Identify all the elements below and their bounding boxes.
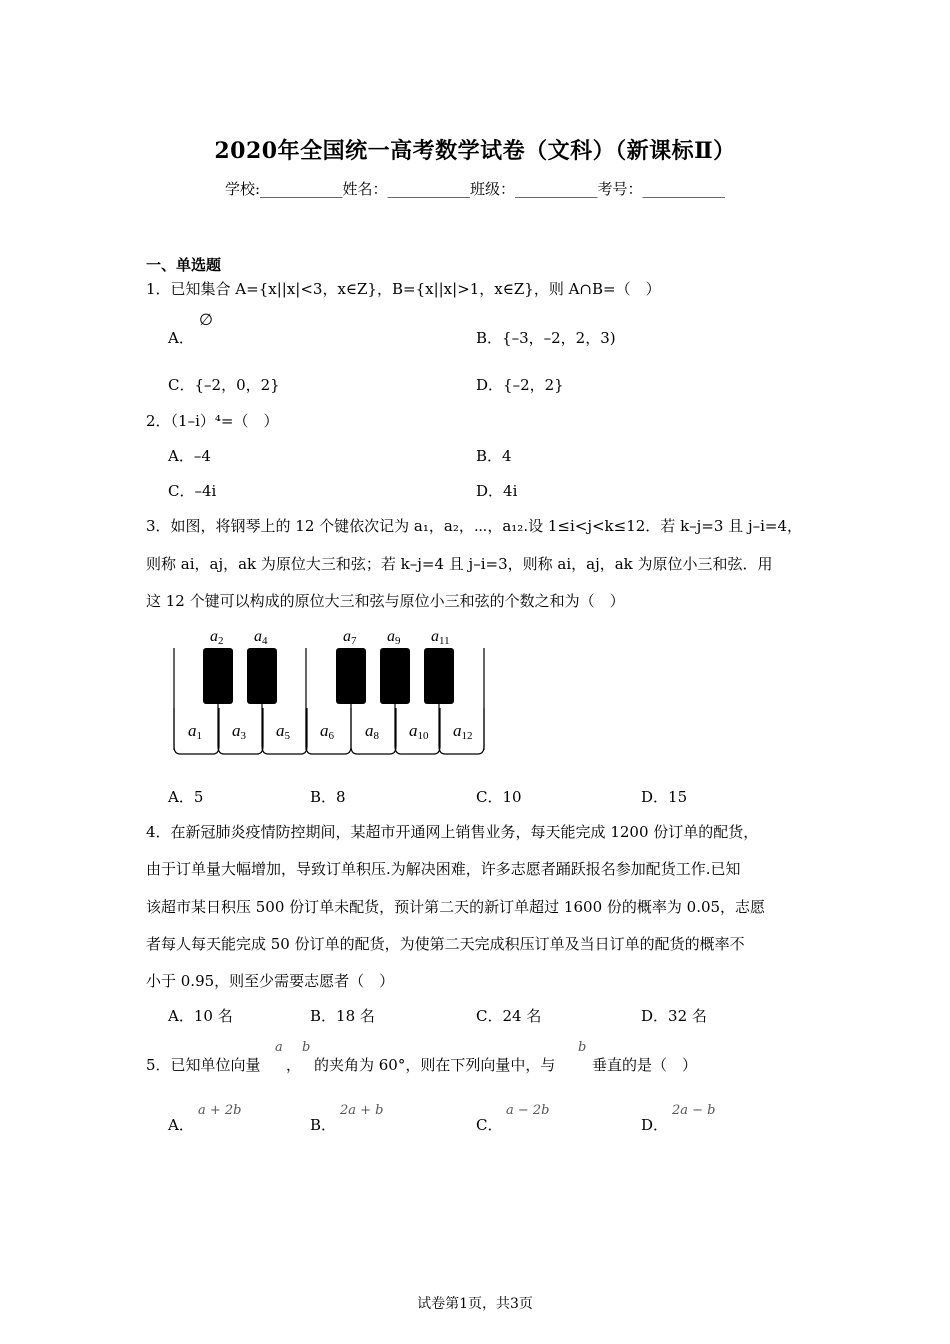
q1-option-d: D．{–2，2} xyxy=(476,376,564,394)
q4-option-d: D．32 名 xyxy=(641,1007,707,1025)
white-key-label: a6 xyxy=(320,721,334,742)
vector-b-symbol: b xyxy=(302,1040,311,1055)
white-key-label: a10 xyxy=(409,721,429,742)
question-3-line-2: 则称 ai，aj，ak 为原位大三和弦；若 k–j=4 且 j–i=3，则称 ai，aj，ak 为原位小三和弦．用 xyxy=(146,555,773,573)
question-5-part-2: 的夹角为 60°，则在下列向量中，与 xyxy=(314,1056,556,1074)
question-4-line-2: 由于订单量大幅增加，导致订单积压.为解决困难，许多志愿者踊跃报名参加配货工作.已知 xyxy=(146,860,741,878)
black-key-label: a4 xyxy=(254,628,268,647)
question-5-part-3: 垂直的是（ ） xyxy=(592,1056,698,1074)
vector-a-symbol: a xyxy=(275,1040,283,1055)
section-heading: 一、单选题 xyxy=(146,256,222,274)
question-4-line-4: 者每人每天能完成 50 份订单的配货，为使第二天完成积压订单及当日订单的配货的概率不 xyxy=(146,935,745,953)
question-4-line-1: 4．在新冠肺炎疫情防控期间，某超市开通网上销售业务，每天能完成 1200 份订单的配货， xyxy=(146,823,759,841)
q1-option-a-empty-set: ∅ xyxy=(199,310,213,329)
black-key-label: a7 xyxy=(343,628,357,647)
question-2-stem: 2．（1–i）⁴=（ ） xyxy=(146,412,279,430)
q5-option-d-expr: 2a − b xyxy=(672,1103,716,1118)
q3-option-a: A．5 xyxy=(168,788,204,806)
q1-option-a-label: A． xyxy=(168,329,194,347)
q2-option-d: D．4i xyxy=(476,482,518,500)
black-key xyxy=(424,648,454,704)
q1-option-b: B．{–3，–2，2，3) xyxy=(476,329,616,347)
question-5-separator: ， xyxy=(286,1056,302,1074)
q4-option-c: C．24 名 xyxy=(476,1007,542,1025)
question-3-line-1: 3．如图，将钢琴上的 12 个键依次记为 a₁，a₂，⋯，a₁₂.设 1≤i<j<k≤12．若 k–j=3 且 j–i=4， xyxy=(146,517,803,535)
black-key xyxy=(203,648,233,704)
q2-option-b: B．4 xyxy=(476,447,512,465)
q5-option-b-label: B． xyxy=(310,1116,337,1134)
q4-option-b: B．18 名 xyxy=(310,1007,375,1025)
question-4-line-5: 小于 0.95，则至少需要志愿者（ ） xyxy=(146,972,395,990)
question-1-stem: 1．已知集合 A={x||x|<3，x∈Z}，B={x||x|>1，x∈Z}，则 A∩B=（ ） xyxy=(146,280,661,298)
q3-option-b: B．8 xyxy=(310,788,346,806)
q5-option-d-label: D． xyxy=(641,1116,669,1134)
white-key-label: a12 xyxy=(453,721,473,742)
student-info-line: 学校:___________姓名：___________班级：___________考号：___________ xyxy=(224,180,726,198)
q2-option-c: C．–4i xyxy=(168,482,217,500)
q5-option-c-expr: a − 2b xyxy=(506,1103,550,1118)
white-key-label: a5 xyxy=(276,721,290,742)
exam-title: 2020年全国统一高考数学试卷（文科）（新课标Ⅱ） xyxy=(214,138,736,164)
piano-keyboard-figure xyxy=(166,624,496,760)
white-key-label: a3 xyxy=(232,721,246,742)
q1-option-c: C．{–2，0，2} xyxy=(168,376,280,394)
question-4-line-3: 该超市某日积压 500 份订单未配货，预计第二天的新订单超过 1600 份的概率为 0.05，志愿 xyxy=(146,898,766,916)
q2-option-a: A．–4 xyxy=(168,447,211,465)
question-5-part-1: 5．已知单位向量 xyxy=(146,1056,261,1074)
black-key xyxy=(380,648,410,704)
q4-option-a: A．10 名 xyxy=(168,1007,233,1025)
vector-b-symbol-2: b xyxy=(578,1040,587,1055)
q3-option-d: D．15 xyxy=(641,788,688,806)
black-key-label: a11 xyxy=(431,628,450,647)
question-3-line-3: 这 12 个键可以构成的原位大三和弦与原位小三和弦的个数之和为（ ） xyxy=(146,592,625,610)
q5-option-b-expr: 2a + b xyxy=(340,1103,384,1118)
black-key xyxy=(336,648,366,704)
q5-option-a-label: A． xyxy=(168,1116,194,1134)
q3-option-c: C．10 xyxy=(476,788,522,806)
black-key-label: a2 xyxy=(210,628,224,647)
white-key-label: a8 xyxy=(365,721,379,742)
q5-option-c-label: C． xyxy=(476,1116,503,1134)
white-key-label: a1 xyxy=(188,721,202,742)
page-footer: 试卷第1页，共3页 xyxy=(417,1296,533,1312)
black-key xyxy=(247,648,277,704)
black-key-label: a9 xyxy=(387,628,401,647)
q5-option-a-expr: a + 2b xyxy=(198,1103,242,1118)
